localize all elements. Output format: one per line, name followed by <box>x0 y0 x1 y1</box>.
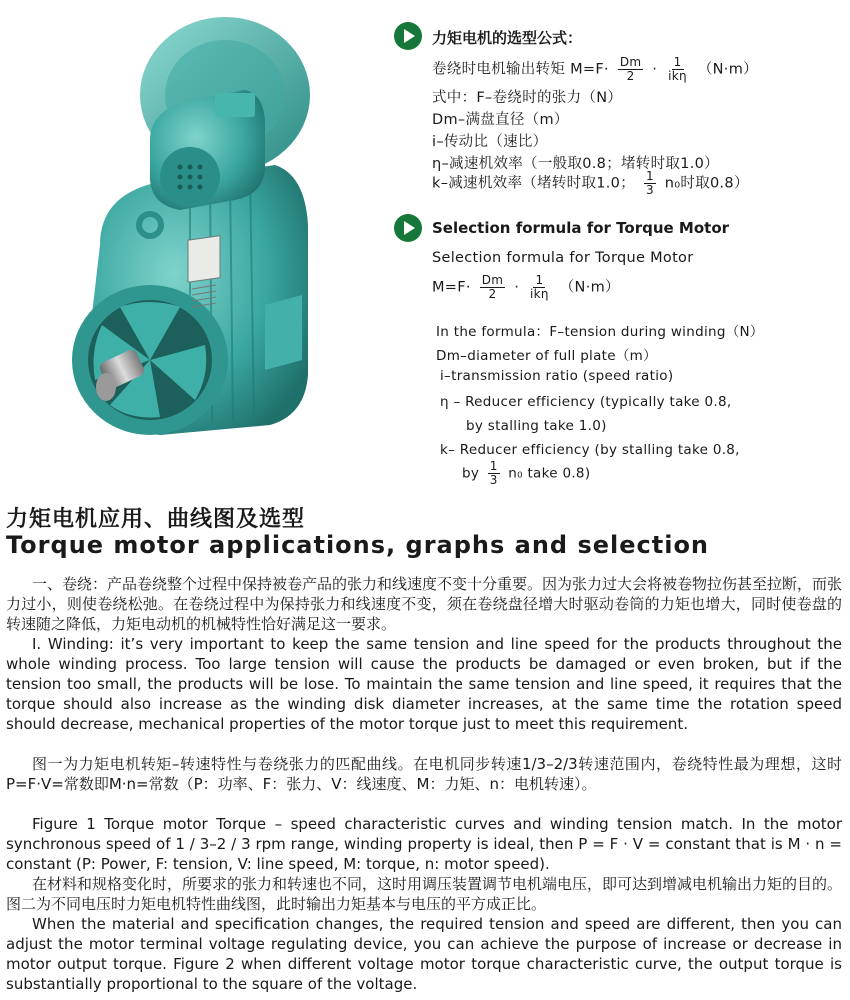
cn-unit: （N·m） <box>697 61 758 78</box>
paragraph-voltage-cn: 在材料和规格变化时，所要求的张力和转速也不同，这时用调压装置调节电机端电压，即可达到增减电机输出力矩的目的。图二为不同电压时力矩电机特性曲线图，此时输出力矩基本与电压的平方成正比。 <box>6 875 843 913</box>
cn-line-i: i–传动比（速比） <box>432 134 548 150</box>
terminal-box <box>265 295 302 370</box>
en-line-stalling: by stalling take 1.0) <box>466 418 607 434</box>
en-frac-third: $\frac{1}{3}$ <box>489 459 498 487</box>
en-frac-dm: $\frac{Dm}{2}$ <box>481 273 504 301</box>
en-line-k: k– Reducer efficiency (by stalling take 0.8, <box>440 442 740 458</box>
cn-formula-heading: 力矩电机的选型公式： <box>432 29 583 47</box>
cn-line-eta: η–减速机效率（一般取0.8；堵转时取1.0） <box>432 156 719 172</box>
en-line-tension: In the formula：F–tension during winding（N） <box>436 324 764 340</box>
cn-line-f: 式中：F–卷绕时的张力（N） <box>432 90 623 106</box>
paragraph-figure1-en: Figure 1 Torque motor Torque – speed characteristic curves and winding tension match. In the motor synchronous speed of 1 / 3–2 / 3 rpm range, winding property is ideal, then P = F · V = constant that is M · n = constant (P: Power, F: tension, V: line speed, M: torque, n: motor speed). <box>6 815 842 873</box>
cn-frac-dm: $\frac{Dm}{2}$ <box>619 55 642 83</box>
paragraph-winding-cn: 一、卷绕：产品卷绕整个过程中保持被卷产品的张力和线速度不变十分重要。因为张力过大会将被卷物拉伤甚至拉断，而张力过小，则使卷绕松弛。在卷绕过程中为保持张力和线速度不变，须在卷绕盘径增大时驱动卷筒的力矩也增大，同时使卷盘的转速随之降低，力矩电动机的机械特性恰好满足这一要求。 <box>6 575 843 633</box>
cn-line-dm: Dm–满盘直径（m） <box>432 112 569 128</box>
en-line-ratio: i–transmission ratio (speed ratio) <box>440 368 674 384</box>
paragraph-winding-en: I. Winding: it’s very important to keep the same tension and line speed for the products throughout the whole winding process. Too large tension will cause the products be damaged or even broken, but if the tension too small, the products will be lose. To maintain the same tension and line speed, it requires that the torque should also increase as the winding disk diameter increases, at the same time the rotation speed should decrease, mechanical properties of the motor torque just to meet this requirement. <box>6 635 842 733</box>
cn-formula-bullet-icon <box>394 22 422 50</box>
section-title-en: Torque motor applications, graphs and selection <box>6 531 710 559</box>
paragraph-figure1-cn: 图一为力矩电机转矩–转速特性与卷绕张力的匹配曲线。在电机同步转速1/3–2/3转速范围内，卷绕特性最为理想，这时P=F·V=常数即M·n=常数（P：功率、F：张力、V：线速度、M：力矩、n：电机转速）。 <box>6 755 842 793</box>
en-line-third: by $\frac{1}{3}$ n₀ take 0.8) <box>462 459 591 487</box>
en-formula-heading: Selection formula for Torque Motor <box>432 219 730 237</box>
section-title-cn: 力矩电机应用、曲线图及选型 <box>6 507 306 532</box>
cn-formula-main: 卷绕时电机输出转矩 M=F· $\frac{Dm}{2}$ · $\frac{1}{\text{ikη}}$ （N·m） <box>432 55 758 83</box>
en-frac-ik: $\frac{1}{\text{ikη}}$ <box>530 273 549 301</box>
cn-output-prefix: 卷绕时电机输出转矩 M=F· <box>432 61 609 78</box>
cn-frac-third: $\frac{1}{3}$ <box>645 169 654 197</box>
nameplate <box>188 236 220 282</box>
en-formula-main: M=F· $\frac{Dm}{2}$ · $\frac{1}{\text{ikη}}$ （N·m） <box>432 273 620 301</box>
en-line-diameter: Dm–diameter of full plate（m） <box>436 348 657 364</box>
en-line-eta: η – Reducer efficiency (typically take 0.8, <box>440 394 732 410</box>
cn-frac-ik: $\frac{1}{\text{ikη}}$ <box>668 55 687 83</box>
en-formula-bullet-icon <box>394 214 422 242</box>
paragraph-voltage-en: When the material and specification changes, the required tension and speed are different, then you can adjust the motor terminal voltage regulating device, you can achieve the purpose of increase or decrease in motor output torque. Figure 2 when different voltage motor torque characteristic curve, the output torque is substantially proportional to the square of the voltage. <box>6 915 842 993</box>
en-formula-subheading: Selection formula for Torque Motor <box>432 250 694 266</box>
cn-line-k: k–减速机效率（堵转时取1.0； $\frac{1}{3}$ n₀时取0.8） <box>432 169 749 197</box>
torque-motor-image <box>40 15 350 450</box>
